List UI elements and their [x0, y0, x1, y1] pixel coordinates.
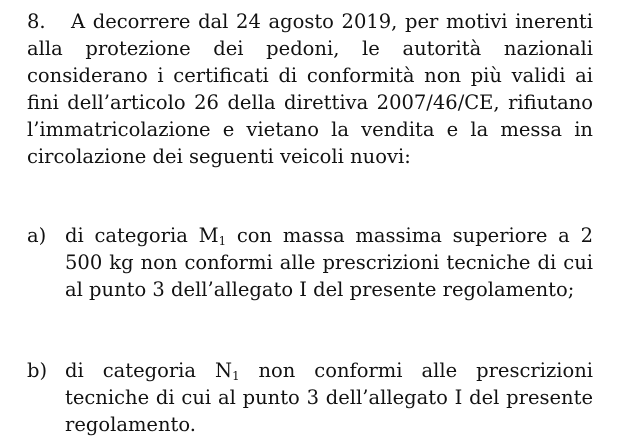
item-a-prefix: di categoria M — [65, 224, 219, 247]
list-item-b — [27, 357, 593, 438]
list-item-a — [27, 222, 593, 303]
item-a-text: con massa massima superiore a 2 500 kg non conformi alle prescrizioni tecniche di cui al punto 3 dell’allegato I del presente regolamento; — [65, 224, 593, 301]
list-marker-b: b) — [27, 359, 48, 382]
document-body — [27, 8, 593, 438]
paragraph-8 — [27, 8, 593, 170]
list-marker-a: a) — [27, 224, 47, 247]
paragraph-number: 8. — [27, 10, 46, 33]
item-b-text: non conformi alle prescrizioni tecniche di cui al punto 3 dell’allegato I del presente regolamento. — [65, 359, 593, 436]
item-a-subscript: 1 — [218, 233, 227, 248]
item-b-subscript: 1 — [232, 368, 240, 383]
item-b-prefix: di categoria N — [65, 359, 233, 382]
paragraph-text: A decorrere dal 24 agosto 2019, per motivi inerenti alla protezione dei pedoni, le autorità nazionali considerano i certificati di conformità non più validi ai fini dell’articolo 26 della direttiva 2007/46/CE, rifiutano l’immatricolazione e vietano la vendita e la messa in circolazione dei seguenti veicoli nuovi: — [27, 10, 593, 168]
